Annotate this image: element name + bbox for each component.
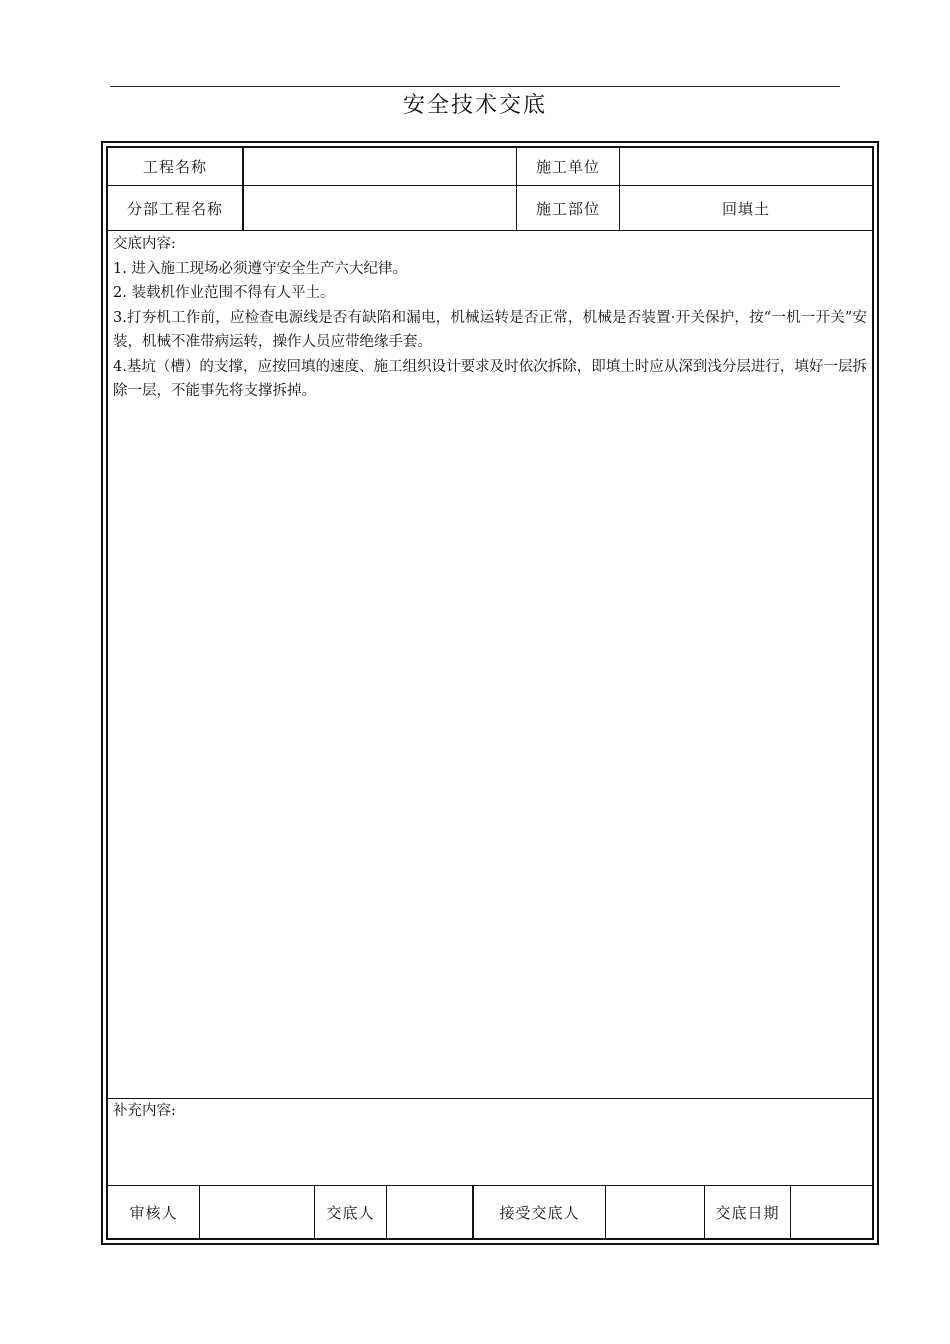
supplement-label: 补充内容: <box>113 1103 176 1119</box>
content-item: 2. 装载机作业范围不得有人平土。 <box>113 285 335 301</box>
row-divider <box>107 230 873 231</box>
reviewer-field[interactable] <box>200 1186 314 1238</box>
sub-project-label: 分部工程名称 <box>126 199 223 218</box>
receiver-label: 接受交底人 <box>499 1203 580 1222</box>
reviewer-label: 审核人 <box>129 1203 178 1222</box>
date-label: 交底日期 <box>715 1203 780 1222</box>
content-item: 4.基坑（槽）的支撑，应按回填的速度、施工组织设计要求及时依次拆除，即填土时应从深到浅分层进行，填好一层拆除一层，不能事先将支撑拆掉。 <box>113 358 867 399</box>
content-heading: 交底内容: <box>113 236 176 252</box>
content-item: 1. 进入施工现场必须遵守安全生产六大纪律。 <box>113 260 407 277</box>
construction-part-label: 施工部位 <box>535 199 600 218</box>
sub-project-field[interactable] <box>244 186 516 230</box>
document-title: 安全技术交底 <box>402 93 547 118</box>
construction-unit-field[interactable] <box>620 147 872 185</box>
top-rule <box>110 86 840 87</box>
receiver-field[interactable] <box>606 1186 704 1238</box>
project-name-field[interactable] <box>244 147 516 185</box>
briefing-content <box>113 232 867 404</box>
date-field[interactable] <box>791 1186 872 1238</box>
presenter-field[interactable] <box>387 1186 472 1238</box>
construction-part-field[interactable]: 回填土 <box>721 199 770 218</box>
project-name-label: 工程名称 <box>142 157 207 176</box>
row-divider <box>107 1098 873 1099</box>
construction-unit-label: 施工单位 <box>535 157 600 176</box>
presenter-label: 交底人 <box>326 1203 375 1222</box>
content-item: 3.打夯机工作前，应检查电源线是否有缺陷和漏电，机械运转是否正常，机械是否装置·开关保护，按“一机一开关”安装，机械不准带病运转，操作人员应带绝缘手套。 <box>113 309 867 350</box>
